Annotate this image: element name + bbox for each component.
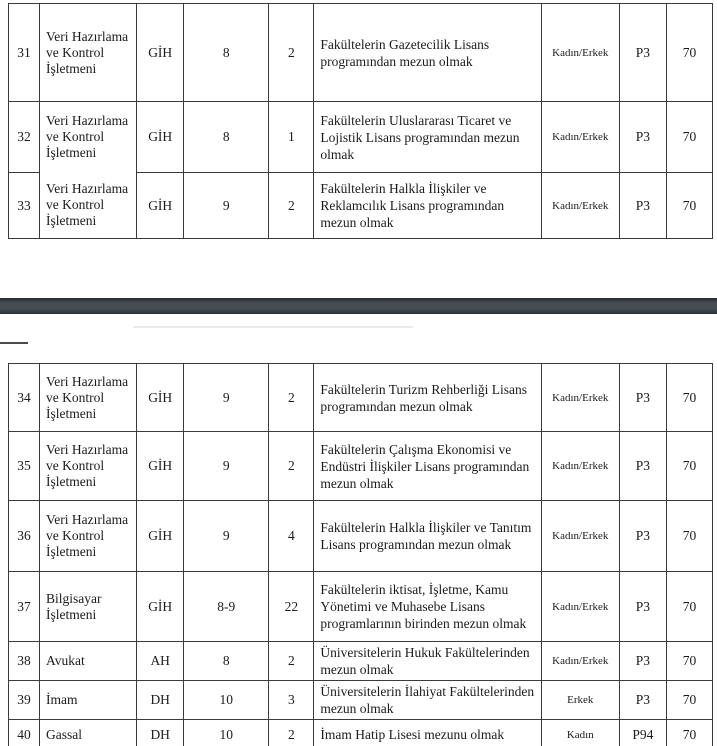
gender-cell: Kadın/Erkek bbox=[541, 172, 619, 239]
requirement-cell: Üniversitelerin İlahiyat Fakültelerinden mezun olmak bbox=[313, 680, 540, 719]
requirement-cell: Fakültelerin iktisat, İşletme, Kamu Yönetimi ve Muhasebe Lisans programlarının birinden mezun olmak bbox=[313, 571, 540, 641]
position-title-cell: İmam bbox=[39, 680, 136, 719]
min-score-cell: 70 bbox=[666, 571, 713, 641]
position-title-cell: Avukat bbox=[39, 641, 136, 680]
staff-class-cell: GİH bbox=[136, 3, 183, 101]
vacancy-count-cell: 2 bbox=[268, 363, 313, 431]
position-title-cell: Veri Hazırlama ve Kontrol İşletmeni bbox=[39, 431, 136, 500]
score-type-cell: P3 bbox=[619, 172, 666, 239]
min-score-cell: 70 bbox=[666, 641, 713, 680]
grade-cell: 8 bbox=[183, 3, 268, 101]
row-number-cell: 38 bbox=[8, 641, 39, 680]
requirement-cell: Fakültelerin Uluslararası Ticaret ve Lojistik Lisans programından mezun olmak bbox=[313, 101, 540, 172]
row-number-cell: 39 bbox=[8, 680, 39, 719]
positions-table-lower bbox=[8, 363, 713, 746]
vacancy-count-cell: 2 bbox=[268, 3, 313, 101]
min-score-cell: 70 bbox=[666, 680, 713, 719]
table-row bbox=[8, 500, 713, 571]
staff-class-cell: GİH bbox=[136, 101, 183, 172]
vacancy-count-cell: 1 bbox=[268, 101, 313, 172]
position-title-cell: Veri Hazırlama ve Kontrol İşletmeni bbox=[39, 363, 136, 431]
grade-cell: 9 bbox=[183, 431, 268, 500]
table-row bbox=[8, 172, 713, 239]
score-type-cell: P3 bbox=[619, 571, 666, 641]
score-type-cell: P3 bbox=[619, 680, 666, 719]
row-number-cell: 31 bbox=[8, 3, 39, 101]
score-type-cell: P3 bbox=[619, 101, 666, 172]
table-row bbox=[8, 101, 713, 172]
vacancy-count-cell: 22 bbox=[268, 571, 313, 641]
vacancy-count-cell: 3 bbox=[268, 680, 313, 719]
staff-class-cell: AH bbox=[136, 641, 183, 680]
gender-cell: Kadın/Erkek bbox=[541, 641, 619, 680]
table-row bbox=[8, 680, 713, 719]
gender-cell: Kadın bbox=[541, 719, 619, 746]
vacancy-count-cell: 2 bbox=[268, 431, 313, 500]
min-score-cell: 70 bbox=[666, 363, 713, 431]
requirement-cell: Fakültelerin Halkla İlişkiler ve Reklamcılık Lisans programından mezun olmak bbox=[313, 172, 540, 239]
grade-cell: 8 bbox=[183, 641, 268, 680]
table-row bbox=[8, 431, 713, 500]
table-row bbox=[8, 719, 713, 746]
grade-cell: 8-9 bbox=[183, 571, 268, 641]
position-title-cell: Gassal bbox=[39, 719, 136, 746]
scan-smudge bbox=[133, 326, 413, 328]
staff-class-cell: DH bbox=[136, 680, 183, 719]
grade-cell: 10 bbox=[183, 719, 268, 746]
gender-cell: Kadın/Erkek bbox=[541, 3, 619, 101]
min-score-cell: 70 bbox=[666, 431, 713, 500]
score-type-cell: P3 bbox=[619, 500, 666, 571]
requirement-cell: Fakültelerin Çalışma Ekonomisi ve Endüstri İlişkiler Lisans programından mezun olmak bbox=[313, 431, 540, 500]
min-score-cell: 70 bbox=[666, 101, 713, 172]
score-type-cell: P3 bbox=[619, 641, 666, 680]
position-title-cell: Veri Hazırlama ve Kontrol İşletmeni bbox=[39, 101, 136, 172]
min-score-cell: 70 bbox=[666, 719, 713, 746]
score-type-cell: P3 bbox=[619, 431, 666, 500]
grade-cell: 9 bbox=[183, 363, 268, 431]
min-score-cell: 70 bbox=[666, 500, 713, 571]
staff-class-cell: DH bbox=[136, 719, 183, 746]
row-number-cell: 32 bbox=[8, 101, 39, 172]
vacancy-count-cell: 2 bbox=[268, 719, 313, 746]
table-row bbox=[8, 641, 713, 680]
row-number-cell: 37 bbox=[8, 571, 39, 641]
requirement-cell: İmam Hatip Lisesi mezunu olmak bbox=[313, 719, 540, 746]
gender-cell: Kadın/Erkek bbox=[541, 101, 619, 172]
position-title-cell: Bilgisayar İşletmeni bbox=[39, 571, 136, 641]
vacancy-count-cell: 2 bbox=[268, 641, 313, 680]
grade-cell: 8 bbox=[183, 101, 268, 172]
row-number-cell: 33 bbox=[8, 172, 39, 239]
position-title-cell: Veri Hazırlama ve Kontrol İşletmeni bbox=[39, 172, 136, 239]
table-row bbox=[8, 571, 713, 641]
staff-class-cell: GİH bbox=[136, 172, 183, 239]
score-type-cell: P3 bbox=[619, 3, 666, 101]
min-score-cell: 70 bbox=[666, 3, 713, 101]
gender-cell: Erkek bbox=[541, 680, 619, 719]
position-title-cell: Veri Hazırlama ve Kontrol İşletmeni bbox=[39, 3, 136, 101]
requirement-cell: Fakültelerin Halkla İlişkiler ve Tanıtım Lisans programından mezun olmak bbox=[313, 500, 540, 571]
row-number-cell: 34 bbox=[8, 363, 39, 431]
staff-class-cell: GİH bbox=[136, 500, 183, 571]
vacancy-count-cell: 2 bbox=[268, 172, 313, 239]
vacancy-count-cell: 4 bbox=[268, 500, 313, 571]
gender-cell: Kadın/Erkek bbox=[541, 363, 619, 431]
requirement-cell: Üniversitelerin Hukuk Fakültelerinden mezun olmak bbox=[313, 641, 540, 680]
position-title-cell: Veri Hazırlama ve Kontrol İşletmeni bbox=[39, 500, 136, 571]
row-number-cell: 36 bbox=[8, 500, 39, 571]
gender-cell: Kadın/Erkek bbox=[541, 571, 619, 641]
grade-cell: 10 bbox=[183, 680, 268, 719]
gender-cell: Kadın/Erkek bbox=[541, 431, 619, 500]
row-number-cell: 40 bbox=[8, 719, 39, 746]
table-row bbox=[8, 363, 713, 431]
row-number-cell: 35 bbox=[8, 431, 39, 500]
staff-class-cell: GİH bbox=[136, 363, 183, 431]
table-row bbox=[8, 3, 713, 101]
score-type-cell: P3 bbox=[619, 363, 666, 431]
requirement-cell: Fakültelerin Gazetecilik Lisans programından mezun olmak bbox=[313, 3, 540, 101]
min-score-cell: 70 bbox=[666, 172, 713, 239]
positions-table-upper bbox=[8, 3, 713, 239]
staff-class-cell: GİH bbox=[136, 571, 183, 641]
gender-cell: Kadın/Erkek bbox=[541, 500, 619, 571]
grade-cell: 9 bbox=[183, 172, 268, 239]
requirement-cell: Fakültelerin Turizm Rehberliği Lisans programından mezun olmak bbox=[313, 363, 540, 431]
scan-line-artifact bbox=[0, 342, 28, 344]
grade-cell: 9 bbox=[183, 500, 268, 571]
staff-class-cell: GİH bbox=[136, 431, 183, 500]
page-break-bar bbox=[0, 298, 717, 314]
score-type-cell: P94 bbox=[619, 719, 666, 746]
